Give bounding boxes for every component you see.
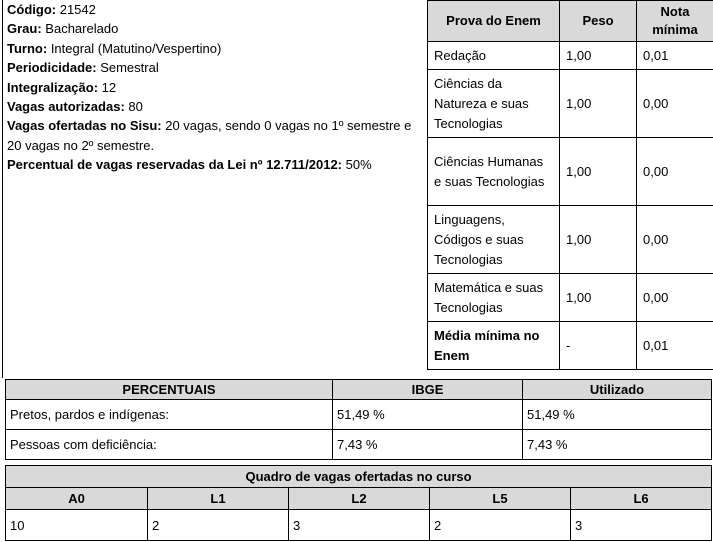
quota-header-l6: L6 bbox=[571, 488, 712, 510]
quota-value-l6: 3 bbox=[571, 510, 712, 541]
vagas-sisu-line bbox=[3, 116, 412, 155]
enem-nota-cell: 0,00 bbox=[637, 70, 713, 138]
enem-peso-cell: 1,00 bbox=[560, 42, 637, 70]
quota-header-l5: L5 bbox=[430, 488, 571, 510]
periodicidade-label: Periodicidade: bbox=[7, 60, 97, 76]
quota-header-l2: L2 bbox=[289, 488, 430, 510]
percentuais-table bbox=[5, 379, 712, 460]
ibge-cell: 51,49 % bbox=[333, 400, 523, 430]
integralizacao-line bbox=[3, 78, 423, 97]
enem-peso-cell: 1,00 bbox=[560, 206, 637, 274]
quadro-header-row bbox=[6, 488, 712, 510]
table-row bbox=[428, 322, 713, 370]
table-row bbox=[428, 274, 713, 322]
codigo-value: 21542 bbox=[59, 2, 96, 17]
table-row bbox=[428, 206, 713, 274]
quadro-vagas-table bbox=[5, 465, 712, 541]
table-row bbox=[428, 70, 713, 138]
vagas-autorizadas-label: Vagas autorizadas: bbox=[7, 99, 125, 115]
enem-header-nota: Nota mínima bbox=[637, 1, 713, 42]
percentual-value: 50% bbox=[345, 157, 372, 173]
integralizacao-label: Integralização: bbox=[7, 79, 99, 95]
quota-value-l5: 2 bbox=[430, 510, 571, 541]
enem-nota-cell: 0,00 bbox=[637, 138, 713, 206]
enem-peso-cell: 1,00 bbox=[560, 70, 637, 138]
quota-header-a0: A0 bbox=[6, 488, 148, 510]
quota-value-l1: 2 bbox=[148, 510, 289, 541]
ibge-cell: 7,43 % bbox=[333, 430, 523, 460]
vagas-sisu-label: Vagas ofertadas no Sisu: bbox=[7, 118, 162, 134]
enem-table bbox=[427, 0, 713, 370]
integralizacao-value: 12 bbox=[101, 79, 117, 95]
enem-media-label-cell: Média mínima no Enem bbox=[428, 322, 560, 370]
ibge-header: IBGE bbox=[333, 380, 523, 400]
enem-nota-cell: 0,00 bbox=[637, 274, 713, 322]
enem-peso-cell: 1,00 bbox=[560, 274, 637, 322]
turno-label: Turno: bbox=[7, 40, 48, 56]
grau-label: Grau: bbox=[7, 21, 42, 37]
utilizado-cell: 51,49 % bbox=[523, 400, 712, 430]
vagas-sisu-value: 20 vagas, sendo 0 vagas no 1º semestre e 20 vagas no 2º semestre. bbox=[7, 118, 412, 153]
table-row bbox=[428, 42, 713, 70]
turno-line bbox=[3, 39, 423, 58]
grau-line bbox=[3, 19, 423, 38]
course-details bbox=[2, 0, 423, 378]
percentuais-header: PERCENTUAIS bbox=[6, 380, 333, 400]
enem-peso-cell: 1,00 bbox=[560, 138, 637, 206]
periodicidade-line bbox=[3, 58, 423, 77]
table-row bbox=[428, 138, 713, 206]
enem-prova-cell: Ciências da Natureza e suas Tecnologias bbox=[428, 70, 560, 138]
percentual-label-cell: Pessoas com deficiência: bbox=[6, 430, 333, 460]
quota-value-a0: 10 bbox=[6, 510, 148, 541]
vagas-autorizadas-line bbox=[3, 97, 423, 116]
quota-header-l1: L1 bbox=[148, 488, 289, 510]
enem-prova-cell: Linguagens, Códigos e suas Tecnologias bbox=[428, 206, 560, 274]
percentuais-header-row bbox=[6, 380, 712, 400]
utilizado-header: Utilizado bbox=[523, 380, 712, 400]
grau-value: Bacharelado bbox=[45, 21, 119, 37]
codigo-label: Código: bbox=[7, 2, 57, 17]
quota-value-l2: 3 bbox=[289, 510, 430, 541]
percentual-line bbox=[3, 155, 423, 174]
enem-prova-cell: Ciências Humanas e suas Tecnologias bbox=[428, 138, 560, 206]
enem-nota-cell: 0,01 bbox=[637, 322, 713, 370]
enem-header-prova: Prova do Enem bbox=[428, 1, 560, 42]
periodicidade-value: Semestral bbox=[100, 60, 159, 76]
utilizado-cell: 7,43 % bbox=[523, 430, 712, 460]
quadro-title-row bbox=[6, 466, 712, 488]
enem-prova-cell: Redação bbox=[428, 42, 560, 70]
table-row bbox=[6, 510, 712, 541]
percentual-label: Percentual de vagas reservadas da Lei nº 12.711/2012: bbox=[7, 157, 343, 173]
quadro-title: Quadro de vagas ofertadas no curso bbox=[6, 466, 712, 488]
enem-nota-cell: 0,00 bbox=[637, 206, 713, 274]
table-row bbox=[6, 400, 712, 430]
enem-header-peso: Peso bbox=[560, 1, 637, 42]
percentual-label-cell: Pretos, pardos e indígenas: bbox=[6, 400, 333, 430]
turno-value: Integral (Matutino/Vespertino) bbox=[50, 40, 222, 56]
enem-prova-cell: Matemática e suas Tecnologias bbox=[428, 274, 560, 322]
table-row bbox=[6, 430, 712, 460]
vagas-autorizadas-value: 80 bbox=[128, 99, 143, 115]
enem-peso-cell: - bbox=[560, 322, 637, 370]
enem-nota-cell: 0,01 bbox=[637, 42, 713, 70]
codigo-line bbox=[3, 0, 423, 19]
enem-header-row bbox=[428, 1, 713, 42]
